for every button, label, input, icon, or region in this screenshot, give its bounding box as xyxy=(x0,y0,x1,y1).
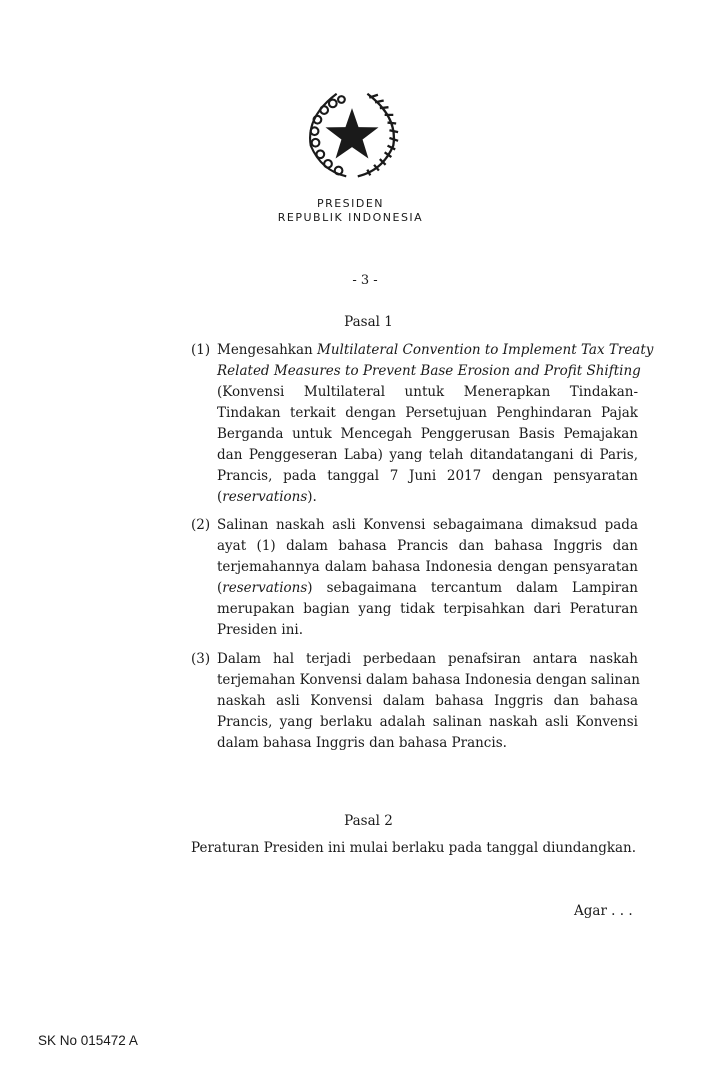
text-segment: Mengesahkan xyxy=(217,342,318,358)
paragraph-line xyxy=(217,466,638,487)
paragraph-line xyxy=(217,382,638,403)
paragraph-line xyxy=(217,487,638,508)
text-segment: Berganda untuk Mencegah Penggerusan Basis Pemajakan xyxy=(217,426,638,442)
paragraph-line xyxy=(217,445,638,466)
paragraph-number: (1) xyxy=(191,342,211,358)
text-segment: ). xyxy=(307,489,317,505)
header-title-republik: REPUBLIK INDONESIA xyxy=(277,211,424,224)
text-segment: dan Penggeseran Laba) yang telah ditandatangani di Paris, xyxy=(217,447,638,463)
italic-text: Multilateral Convention to Implement Tax Treaty xyxy=(317,342,654,358)
paragraph-line xyxy=(217,599,638,620)
paragraph-line xyxy=(217,649,638,670)
paragraph-number: (2) xyxy=(191,517,211,533)
text-segment: (Konvensi Multilateral untuk Menerapkan Tindakan- xyxy=(217,384,638,400)
document-code: SK No 015472 A xyxy=(38,1033,138,1048)
text-segment: Prancis, yang berlaku adalah salinan naskah asli Konvensi xyxy=(217,714,638,730)
text-segment: Prancis, pada tanggal 7 Juni 2017 dengan pensyaratan xyxy=(217,468,638,484)
paragraph-line xyxy=(217,670,638,691)
text-segment: terjemahannya dalam bahasa Indonesia dengan pensyaratan xyxy=(217,559,638,575)
text-segment: terjemahan Konvensi dalam bahasa Indonesia dengan salinan xyxy=(217,672,640,688)
italic-text: Related Measures to Prevent Base Erosion and Profit Shifting xyxy=(217,363,641,379)
paragraph-line xyxy=(217,712,638,733)
page-number: - 3 - xyxy=(352,273,378,288)
garuda-star-emblem-icon xyxy=(304,88,400,184)
text-segment: Presiden ini. xyxy=(217,622,304,638)
paragraph-line xyxy=(217,403,638,424)
text-segment: dalam bahasa Inggris dan bahasa Prancis. xyxy=(217,735,507,751)
paragraph-line xyxy=(217,733,638,754)
italic-text: reservations xyxy=(222,489,308,505)
paragraph-line xyxy=(217,515,638,536)
text-segment: Tindakan terkait dengan Persetujuan Penghindaran Pajak xyxy=(217,405,638,421)
paragraph-line xyxy=(217,620,638,641)
article-1-title: Pasal 1 xyxy=(344,314,393,330)
text-segment: Dalam hal terjadi perbedaan penafsiran antara naskah xyxy=(217,651,638,667)
text-segment: Salinan naskah asli Konvensi sebagaimana dimaksud pada xyxy=(217,517,638,533)
star-icon xyxy=(326,108,379,158)
paragraph-line xyxy=(217,557,638,578)
article-2-title: Pasal 2 xyxy=(344,813,393,829)
text-segment: merupakan bagian yang tidak terpisahkan dari Peraturan xyxy=(217,601,638,617)
paragraph-line xyxy=(217,361,641,382)
paragraph-line xyxy=(217,578,638,599)
text-segment: ayat (1) dalam bahasa Prancis dan bahasa Inggris dan xyxy=(217,538,638,554)
text-segment: ( xyxy=(217,489,223,505)
paragraph-line xyxy=(217,340,654,361)
text-segment: ) sebagaimana tercantum dalam Lampiran xyxy=(307,580,638,596)
text-segment: naskah asli Konvensi dalam bahasa Inggris dan bahasa xyxy=(217,693,638,709)
paragraph-line xyxy=(217,691,638,712)
text-segment: ( xyxy=(217,580,223,596)
italic-text: reservations xyxy=(222,580,308,596)
catchword: Agar . . . xyxy=(574,903,633,919)
paragraph-number: (3) xyxy=(191,651,211,667)
article-2-text: Peraturan Presiden ini mulai berlaku pada tanggal diundangkan. xyxy=(191,840,637,856)
paragraph-line xyxy=(217,424,638,445)
header-title-presiden: PRESIDEN xyxy=(316,197,385,210)
paragraph-line xyxy=(217,536,638,557)
